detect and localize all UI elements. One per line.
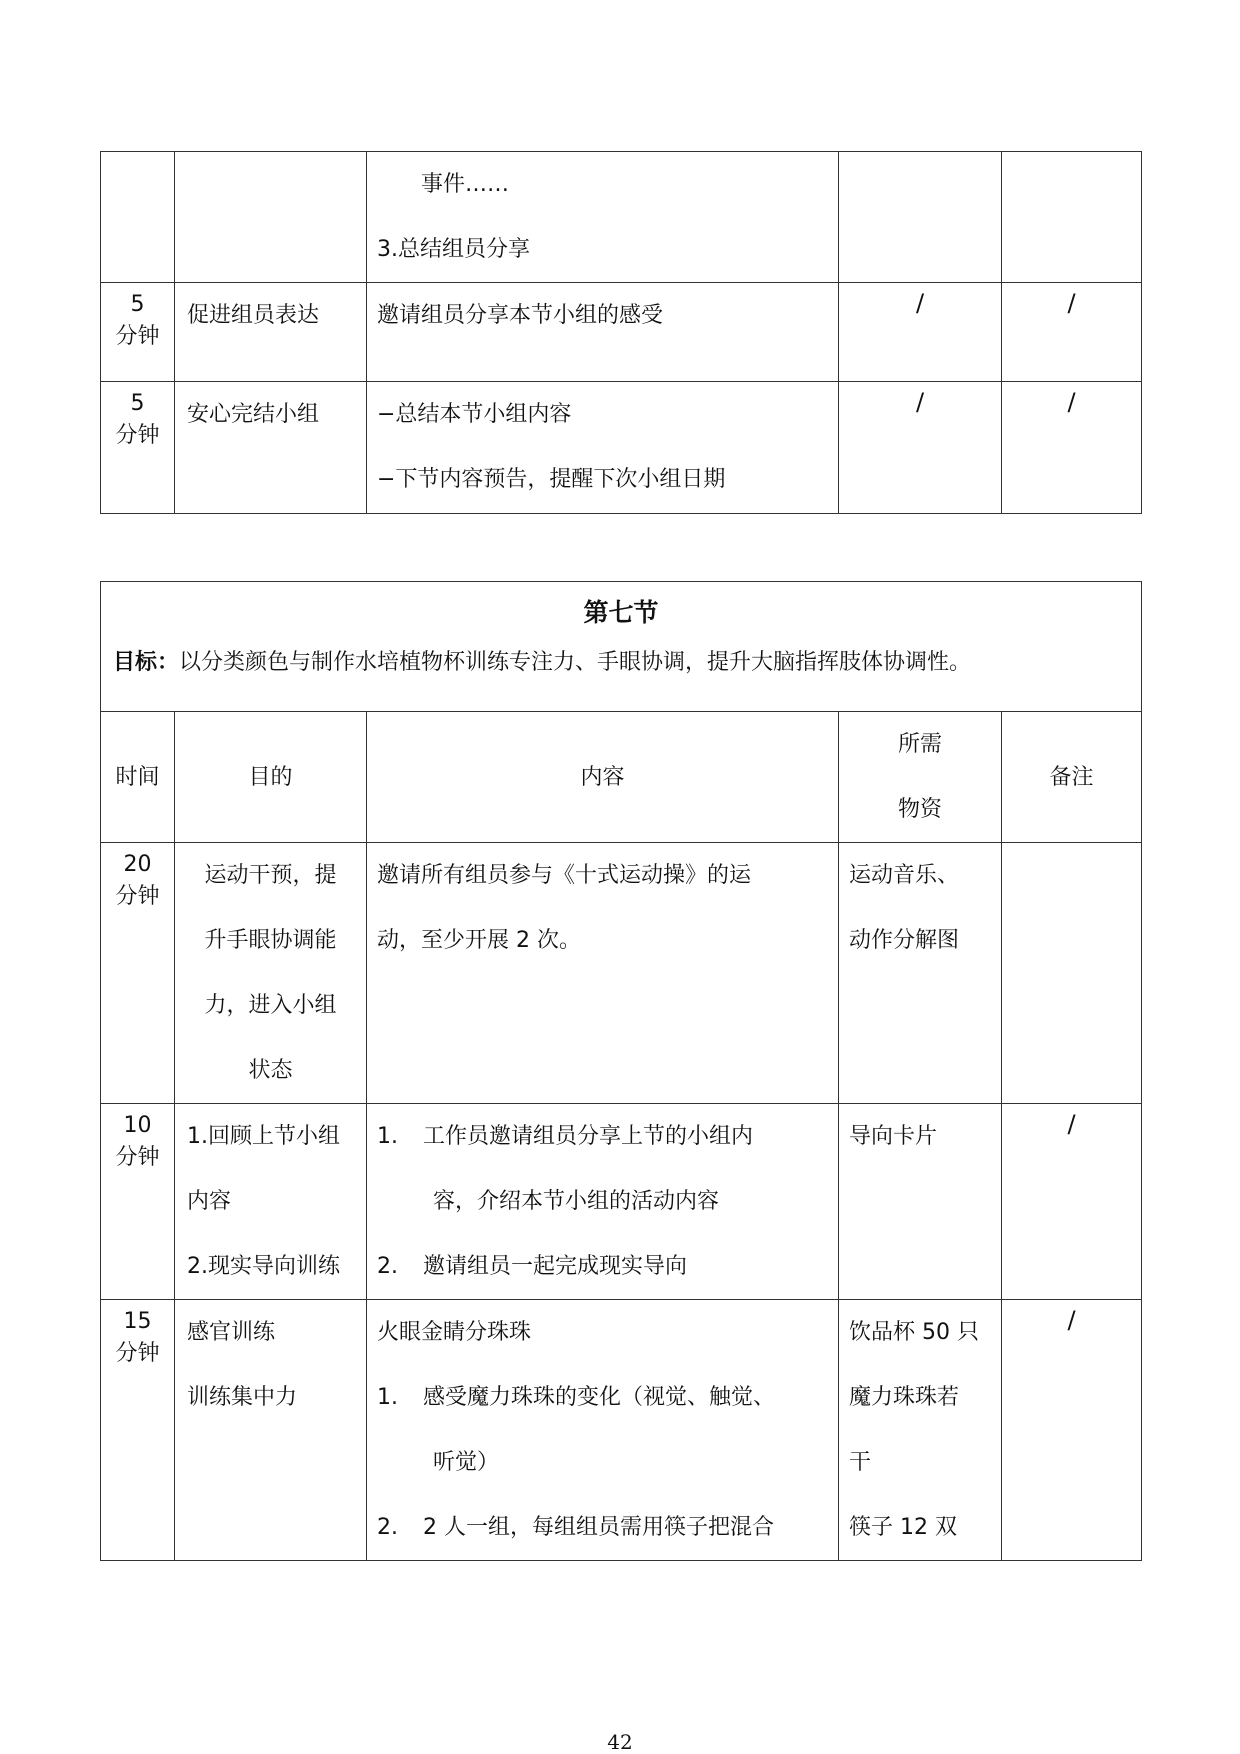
item-text: 2 人一组，每组组员需用筷子把混合 bbox=[423, 1515, 774, 1540]
content-item-line: 容，介绍本节小组的活动内容 bbox=[433, 1189, 720, 1214]
purpose-cell bbox=[175, 152, 367, 283]
content-line: 邀请所有组员参与《十式运动操》的运 bbox=[377, 863, 752, 888]
materials-line: 运动音乐、 bbox=[849, 863, 960, 888]
materials-cell bbox=[839, 382, 1002, 514]
time-cell bbox=[101, 1104, 175, 1300]
content-cell bbox=[367, 152, 839, 283]
notes-cell bbox=[1002, 152, 1142, 283]
page-number: 42 bbox=[607, 1730, 633, 1754]
time-value: 15 bbox=[123, 1309, 152, 1334]
materials-text: / bbox=[915, 289, 925, 317]
purpose-line: 升手眼协调能 bbox=[204, 928, 337, 953]
notes-cell bbox=[1002, 1104, 1142, 1300]
materials-cell bbox=[839, 1104, 1002, 1300]
purpose-line: 力，进入小组 bbox=[204, 993, 337, 1018]
content-cell bbox=[367, 1104, 839, 1300]
content-line: −下节内容预告，提醒下次小组日期 bbox=[377, 467, 726, 492]
table-row bbox=[101, 1300, 1142, 1561]
item-text: 感受魔力珠珠的变化（视觉、触觉、 bbox=[423, 1385, 776, 1410]
table-row bbox=[101, 283, 1142, 382]
purpose-cell bbox=[175, 1104, 367, 1300]
section-goal bbox=[101, 630, 1141, 694]
time-unit: 分钟 bbox=[115, 1341, 160, 1366]
content-cell bbox=[367, 843, 839, 1104]
item-number: 1. bbox=[377, 1385, 398, 1410]
time-cell bbox=[101, 382, 175, 514]
content-cell bbox=[367, 382, 839, 514]
notes-cell bbox=[1002, 843, 1142, 1104]
section-header-cell bbox=[101, 582, 1142, 712]
notes-text: / bbox=[1067, 1110, 1076, 1138]
purpose-line: 1.回顾上节小组 bbox=[187, 1124, 340, 1149]
purpose-text: 安心完结小组 bbox=[187, 402, 320, 427]
materials-line: 干 bbox=[849, 1450, 872, 1475]
time-cell bbox=[101, 152, 175, 283]
content-cell bbox=[367, 283, 839, 382]
header-materials-line: 所需 bbox=[897, 732, 942, 757]
purpose-line: 内容 bbox=[187, 1189, 232, 1214]
goal-label: 目标： bbox=[113, 650, 180, 675]
purpose-cell bbox=[175, 1300, 367, 1561]
header-time bbox=[101, 712, 175, 843]
purpose-line: 运动干预，提 bbox=[204, 863, 337, 888]
notes-text: / bbox=[1067, 1306, 1076, 1334]
notes-cell bbox=[1002, 382, 1142, 514]
table-row bbox=[101, 1104, 1142, 1300]
item-number: 2. bbox=[377, 1254, 398, 1279]
notes-cell bbox=[1002, 1300, 1142, 1561]
table-row bbox=[101, 152, 1142, 283]
header-time-label: 时间 bbox=[115, 764, 160, 790]
content-item-line bbox=[377, 1104, 838, 1169]
time-value: 20 bbox=[123, 852, 152, 877]
content-item-line: 听觉） bbox=[433, 1450, 500, 1475]
materials-cell bbox=[839, 152, 1002, 283]
header-purpose bbox=[175, 712, 367, 843]
content-item-line bbox=[377, 1234, 838, 1299]
content-item-line bbox=[377, 1495, 838, 1560]
time-value: 5 bbox=[130, 292, 145, 317]
purpose-cell bbox=[175, 382, 367, 514]
time-unit: 分钟 bbox=[115, 1145, 160, 1170]
content-line: 事件…… bbox=[421, 172, 510, 197]
materials-text: / bbox=[915, 388, 925, 416]
materials-line: 筷子 12 双 bbox=[849, 1515, 957, 1540]
section-header-row bbox=[101, 582, 1142, 712]
item-text: 邀请组员一起完成现实导向 bbox=[423, 1254, 688, 1279]
content-cell bbox=[367, 1300, 839, 1561]
purpose-cell bbox=[175, 283, 367, 382]
time-value: 10 bbox=[123, 1113, 152, 1138]
time-cell bbox=[101, 283, 175, 382]
time-value: 5 bbox=[130, 391, 145, 416]
content-title: 火眼金睛分珠珠 bbox=[377, 1320, 532, 1345]
content-item-line bbox=[377, 1365, 838, 1430]
content-line: 邀请组员分享本节小组的感受 bbox=[377, 303, 664, 328]
purpose-line: 状态 bbox=[248, 1058, 293, 1083]
time-unit: 分钟 bbox=[115, 423, 160, 448]
item-text: 工作员邀请组员分享上节的小组内 bbox=[423, 1124, 754, 1149]
purpose-line: 2.现实导向训练 bbox=[187, 1254, 340, 1279]
item-number: 2. bbox=[377, 1515, 398, 1540]
header-notes-label: 备注 bbox=[1049, 764, 1094, 790]
time-unit: 分钟 bbox=[115, 324, 160, 349]
content-line: −总结本节小组内容 bbox=[377, 402, 572, 427]
purpose-text: 促进组员表达 bbox=[187, 303, 320, 328]
notes-text: / bbox=[1067, 388, 1076, 416]
content-line: 3.总结组员分享 bbox=[377, 237, 530, 262]
header-materials bbox=[839, 712, 1002, 843]
materials-cell bbox=[839, 283, 1002, 382]
purpose-line: 感官训练 bbox=[187, 1320, 276, 1345]
materials-line: 饮品杯 50 只 bbox=[849, 1320, 979, 1345]
table-row bbox=[101, 382, 1142, 514]
section-title: 第七节 bbox=[583, 598, 659, 627]
header-notes bbox=[1002, 712, 1142, 843]
purpose-line: 训练集中力 bbox=[187, 1385, 298, 1410]
session-table-continued bbox=[100, 151, 1142, 514]
materials-line: 导向卡片 bbox=[849, 1124, 938, 1149]
header-content-label: 内容 bbox=[580, 764, 625, 790]
purpose-cell bbox=[175, 843, 367, 1104]
item-number: 1. bbox=[377, 1124, 398, 1149]
content-line: 动，至少开展 2 次。 bbox=[377, 928, 581, 953]
notes-cell bbox=[1002, 283, 1142, 382]
goal-text: 以分类颜色与制作水培植物杯训练专注力、手眼协调，提升大脑指挥肢体协调性。 bbox=[179, 650, 972, 675]
header-materials-line: 物资 bbox=[897, 797, 942, 822]
header-content bbox=[367, 712, 839, 843]
materials-cell bbox=[839, 1300, 1002, 1561]
table-row bbox=[101, 843, 1142, 1104]
session-seven-table bbox=[100, 581, 1142, 1561]
column-header-row bbox=[101, 712, 1142, 843]
header-purpose-label: 目的 bbox=[248, 764, 293, 790]
materials-cell bbox=[839, 843, 1002, 1104]
time-cell bbox=[101, 1300, 175, 1561]
time-unit: 分钟 bbox=[115, 884, 160, 909]
materials-line: 魔力珠珠若 bbox=[849, 1385, 960, 1410]
time-cell bbox=[101, 843, 175, 1104]
materials-line: 动作分解图 bbox=[849, 928, 960, 953]
notes-text: / bbox=[1067, 289, 1076, 317]
